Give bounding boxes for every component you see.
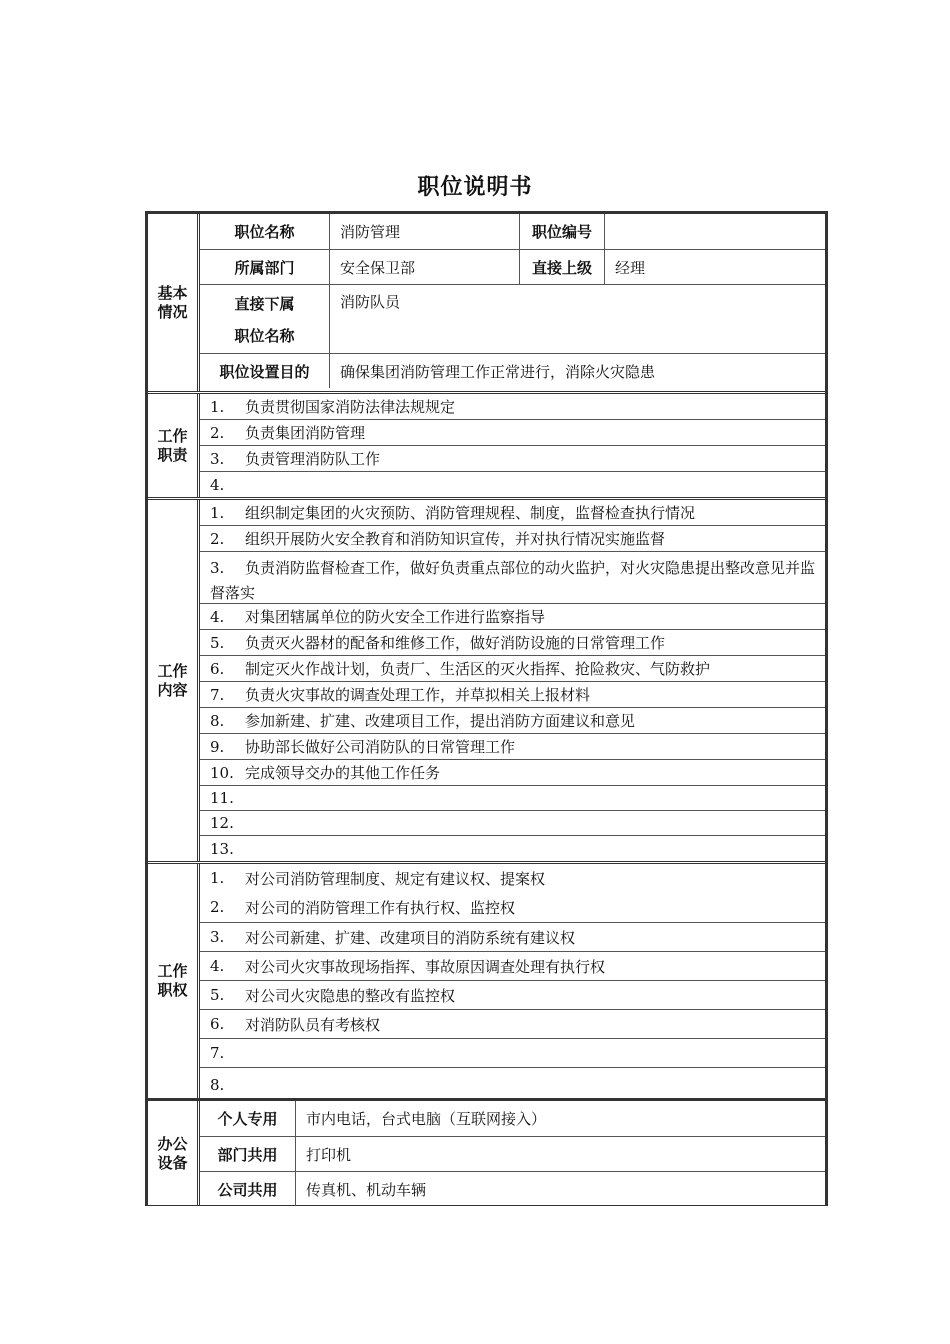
row-department — [200, 250, 825, 285]
equipment-label: 公司共用 — [200, 1172, 296, 1206]
document-title: 职位说明书 — [417, 175, 533, 200]
section-work-content — [148, 497, 825, 861]
list-item: 4. 对集团辖属单位的防火安全工作进行监察指导 — [200, 604, 825, 630]
position-name-value: 消防管理 — [330, 214, 520, 249]
subordinate-label-line2: 职位名称 — [234, 326, 295, 345]
list-item: 5. 负责灭火器材的配备和维修工作，做好消防设施的日常管理工作 — [200, 630, 825, 656]
list-item: 3. 对公司新建、扩建、改建项目的消防系统有建议权 — [200, 923, 825, 952]
list-item: 3. 负责管理消防队工作 — [200, 446, 825, 472]
purpose-value: 确保集团消防管理工作正常进行，消除火灾隐患 — [340, 362, 656, 381]
list-item: 3. 负责消防监督检查工作，做好负责重点部位的动火监护，对火灾隐患提出整改意见并监督落实 — [200, 552, 825, 604]
section-label-duties: 工作 职责 — [148, 394, 200, 497]
department-label: 所属部门 — [200, 250, 330, 284]
list-item: 2. 组织开展防火安全教育和消防知识宣传，并对执行情况实施监督 — [200, 526, 825, 552]
list-item: 1. 组织制定集团的火灾预防、消防管理规程、制度，监督检查执行情况 — [200, 500, 825, 526]
row-purpose — [200, 354, 825, 388]
list-item: 1. 对公司消防管理制度、规定有建议权、提案权 — [210, 869, 546, 888]
department-value: 安全保卫部 — [330, 250, 520, 284]
table-row — [200, 1137, 825, 1172]
table-row — [200, 1101, 825, 1137]
list-item: 6. 制定灭火作战计划，负责厂、生活区的灭火指挥、抢险救灾、气防救护 — [200, 656, 825, 682]
equipment-label: 部门共用 — [200, 1137, 296, 1171]
row-position-name — [200, 214, 825, 250]
section-label-content: 工作 内容 — [148, 500, 200, 861]
subordinate-label-line1: 直接下属 — [234, 294, 295, 313]
section-office-equipment — [148, 1098, 825, 1206]
list-item: 11. — [200, 786, 825, 811]
list-item: 2. 对公司的消防管理工作有执行权、监控权 — [200, 892, 825, 923]
table-row — [200, 1172, 825, 1206]
equipment-value: 传真机、机动车辆 — [306, 1180, 427, 1199]
list-item: 1. 负责贯彻国家消防法律法规规定 — [200, 394, 825, 420]
section-duties — [148, 391, 825, 497]
list-item: 2. 负责集团消防管理 — [200, 420, 825, 446]
list-item: 9. 协助部长做好公司消防队的日常管理工作 — [200, 734, 825, 760]
list-item: 12. — [200, 811, 825, 836]
superior-value: 经理 — [615, 258, 646, 277]
section-label-equipment: 办公 设备 — [148, 1101, 200, 1206]
subordinate-label — [200, 285, 330, 353]
section-basic-info — [148, 214, 825, 391]
equipment-label: 个人专用 — [200, 1101, 296, 1136]
position-name-label: 职位名称 — [200, 214, 330, 249]
position-code-label: 职位编号 — [520, 214, 605, 249]
list-item: 7. — [200, 1039, 825, 1068]
list-item: 8. 参加新建、扩建、改建项目工作，提出消防方面建议和意见 — [200, 708, 825, 734]
row-subordinate — [200, 285, 825, 354]
list-item: 8. — [210, 1075, 225, 1094]
section-label-basic: 基本 情况 — [148, 214, 200, 391]
position-code-value — [605, 214, 825, 249]
list-item: 5. 对公司火灾隐患的整改有监控权 — [200, 981, 825, 1010]
purpose-label: 职位设置目的 — [200, 354, 330, 388]
list-item: 4. — [210, 475, 225, 494]
list-item: 6. 对消防队员有考核权 — [200, 1010, 825, 1039]
equipment-value: 市内电话，台式电脑（互联网接入） — [306, 1110, 547, 1128]
list-item: 10. 完成领导交办的其他工作任务 — [200, 760, 825, 786]
job-description-table — [145, 211, 828, 1206]
list-item: 13. — [210, 839, 234, 858]
section-label-authority: 工作 职权 — [148, 864, 200, 1098]
section-authority — [148, 861, 825, 1098]
superior-label: 直接上级 — [520, 250, 605, 284]
list-item: 7. 负责火灾事故的调查处理工作，并草拟相关上报材料 — [200, 682, 825, 708]
equipment-value: 打印机 — [306, 1145, 352, 1164]
list-item: 4. 对公司火灾事故现场指挥、事故原因调查处理有执行权 — [200, 952, 825, 981]
subordinate-value: 消防队员 — [340, 293, 401, 311]
